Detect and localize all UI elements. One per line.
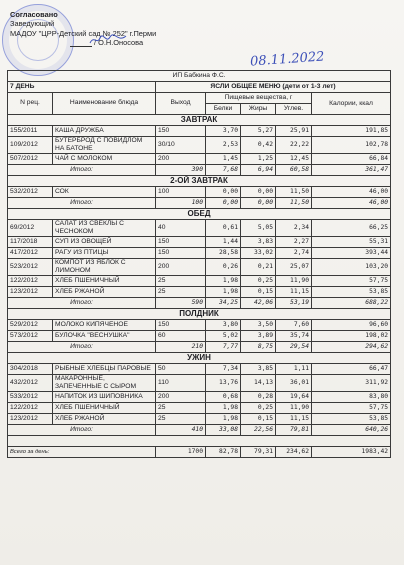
grand-total-label: Всего за день: [8, 447, 156, 458]
subtotal-row [8, 165, 391, 176]
portion-output: 110 [156, 375, 206, 392]
fat-value: 3,89 [241, 331, 276, 342]
grand-total-calories: 1983,42 [312, 447, 391, 458]
calories-value: 83,80 [312, 392, 391, 403]
carbs-value: 12,45 [276, 154, 312, 165]
subtotal-fat: 6,94 [241, 165, 276, 176]
fat-value: 0,25 [241, 403, 276, 414]
protein-value: 1,98 [206, 414, 241, 425]
fat-value: 14,13 [241, 375, 276, 392]
recipe-number: 432/2012 [8, 375, 53, 392]
section-title: УЖИН [8, 353, 391, 364]
section-title: 2-ОЙ ЗАВТРАК [8, 176, 391, 187]
dish-name: СОК [53, 187, 156, 198]
section-title: ЗАВТРАК [8, 115, 391, 126]
approval-title: Согласовано [10, 10, 58, 19]
menu-table-body [8, 71, 391, 458]
portion-output: 150 [156, 126, 206, 137]
menu-item-row [8, 287, 391, 298]
carbs-value: 22,22 [276, 137, 312, 154]
subtotal-row [8, 198, 391, 209]
portion-output: 25 [156, 403, 206, 414]
protein-value: 13,76 [206, 375, 241, 392]
calories-value: 66,47 [312, 364, 391, 375]
fat-value: 0,00 [241, 187, 276, 198]
dish-name: КАША ДРУЖБА [53, 126, 156, 137]
portion-output: 150 [156, 320, 206, 331]
subtotal-carbs: 53,19 [276, 298, 312, 309]
approval-block [10, 10, 156, 47]
protein-value: 7,34 [206, 364, 241, 375]
calories-value: 57,75 [312, 403, 391, 414]
protein-value: 3,70 [206, 126, 241, 137]
recipe-number: 304/2018 [8, 364, 53, 375]
handwritten-signature [88, 33, 128, 47]
portion-output: 100 [156, 187, 206, 198]
portion-output: 25 [156, 287, 206, 298]
portion-output: 25 [156, 276, 206, 287]
menu-item-row [8, 248, 391, 259]
dish-name: РАГУ ИЗ ПТИЦЫ [53, 248, 156, 259]
portion-output: 25 [156, 414, 206, 425]
calories-value: 102,78 [312, 137, 391, 154]
title-row [8, 82, 391, 93]
calories-value: 393,44 [312, 248, 391, 259]
menu-item-row [8, 137, 391, 154]
dish-name: БУЛОЧКА "ВЕСНУШКА" [53, 331, 156, 342]
dish-name: ЧАЙ С МОЛОКОМ [53, 154, 156, 165]
recipe-number: 122/2012 [8, 403, 53, 414]
protein-value: 5,02 [206, 331, 241, 342]
fat-value: 0,28 [241, 392, 276, 403]
protein-value: 1,98 [206, 403, 241, 414]
subtotal-output: 390 [156, 165, 206, 176]
dish-name: КОМПОТ ИЗ ЯБЛОК С ЛИМОНОМ [53, 259, 156, 276]
protein-value: 28,58 [206, 248, 241, 259]
calories-value: 96,60 [312, 320, 391, 331]
menu-item-row [8, 220, 391, 237]
portion-output: 200 [156, 259, 206, 276]
recipe-number: 123/2012 [8, 414, 53, 425]
subtotal-fat: 22,56 [241, 425, 276, 436]
menu-item-row [8, 259, 391, 276]
header-calories: Калории, ккал [312, 93, 391, 115]
menu-table [7, 70, 391, 458]
calories-value: 53,85 [312, 414, 391, 425]
portion-output: 50 [156, 364, 206, 375]
header-fat: Жиры [241, 104, 276, 115]
calories-value: 198,02 [312, 331, 391, 342]
fat-value: 33,02 [241, 248, 276, 259]
recipe-number: 532/2012 [8, 187, 53, 198]
menu-item-row [8, 126, 391, 137]
org-name: ИП Бабкина Ф.С. [8, 71, 391, 82]
approval-signatory [10, 38, 156, 47]
subtotal-output: 410 [156, 425, 206, 436]
carbs-value: 11,90 [276, 403, 312, 414]
portion-output: 30/10 [156, 137, 206, 154]
subtotal-protein: 7,68 [206, 165, 241, 176]
carbs-value: 25,07 [276, 259, 312, 276]
subtotal-label: Итого: [8, 165, 156, 176]
recipe-number: 533/2012 [8, 392, 53, 403]
carbs-value: 2,27 [276, 237, 312, 248]
fat-value: 0,15 [241, 414, 276, 425]
subtotal-calories: 688,22 [312, 298, 391, 309]
menu-item-row [8, 331, 391, 342]
recipe-number: 523/2012 [8, 259, 53, 276]
portion-output: 40 [156, 220, 206, 237]
subtotal-fat: 42,06 [241, 298, 276, 309]
dish-name: МОЛОКО КИПЯЧЕНОЕ [53, 320, 156, 331]
recipe-number: 117/2018 [8, 237, 53, 248]
section-title: ОБЕД [8, 209, 391, 220]
day-label: 7 ДЕНЬ [8, 82, 156, 93]
header-output: Выход [156, 93, 206, 115]
section-row [8, 115, 391, 126]
fat-value: 0,42 [241, 137, 276, 154]
header-recipe: N рец. [8, 93, 53, 115]
dish-name: БУТЕРБРОД С ПОВИДЛОМ НА БАТОНЕ [53, 137, 156, 154]
recipe-number: 507/2012 [8, 154, 53, 165]
subtotal-output: 100 [156, 198, 206, 209]
subtotal-calories: 46,00 [312, 198, 391, 209]
subtotal-fat: 0,00 [241, 198, 276, 209]
fat-value: 0,25 [241, 276, 276, 287]
carbs-value: 11,15 [276, 414, 312, 425]
carbs-value: 2,74 [276, 248, 312, 259]
portion-output: 200 [156, 392, 206, 403]
subtotal-row [8, 298, 391, 309]
calories-value: 66,25 [312, 220, 391, 237]
protein-value: 1,98 [206, 287, 241, 298]
subtotal-label: Итого: [8, 342, 156, 353]
subtotal-carbs: 79,81 [276, 425, 312, 436]
subtotal-row [8, 425, 391, 436]
carbs-value: 2,34 [276, 220, 312, 237]
menu-item-row [8, 364, 391, 375]
section-row [8, 209, 391, 220]
protein-value: 2,53 [206, 137, 241, 154]
carbs-value: 35,74 [276, 331, 312, 342]
protein-value: 1,44 [206, 237, 241, 248]
dish-name: ХЛЕБ ПШЕНИЧНЫЙ [53, 276, 156, 287]
menu-item-row [8, 320, 391, 331]
recipe-number: 122/2012 [8, 276, 53, 287]
dish-name: ХЛЕБ РЖАНОЙ [53, 414, 156, 425]
dish-name: НАПИТОК ИЗ ШИПОВНИКА [53, 392, 156, 403]
subtotal-carbs: 60,58 [276, 165, 312, 176]
subtotal-label: Итого: [8, 298, 156, 309]
calories-value: 53,85 [312, 287, 391, 298]
section-row [8, 353, 391, 364]
portion-output: 200 [156, 154, 206, 165]
fat-value: 3,83 [241, 237, 276, 248]
menu-item-row [8, 392, 391, 403]
subtotal-protein: 33,08 [206, 425, 241, 436]
menu-item-row [8, 403, 391, 414]
header-protein: Белки [206, 104, 241, 115]
menu-item-row [8, 187, 391, 198]
subtotal-fat: 8,75 [241, 342, 276, 353]
protein-value: 3,80 [206, 320, 241, 331]
protein-value: 0,68 [206, 392, 241, 403]
dish-name: МАКАРОННЫЕ, ЗАПЕЧЕННЫЕ С СЫРОМ [53, 375, 156, 392]
calories-value: 57,75 [312, 276, 391, 287]
menu-item-row [8, 154, 391, 165]
portion-output: 150 [156, 237, 206, 248]
spacer-cell [8, 436, 391, 447]
calories-value: 191,85 [312, 126, 391, 137]
header-dish: Наименование блюда [53, 93, 156, 115]
calories-value: 311,92 [312, 375, 391, 392]
subtotal-protein: 7,77 [206, 342, 241, 353]
grand-total-row [8, 447, 391, 458]
carbs-value: 25,91 [276, 126, 312, 137]
subtotal-calories: 361,47 [312, 165, 391, 176]
header-nutrients: Пищевые вещества, г [206, 93, 312, 104]
menu-title: ЯСЛИ ОБЩЕЕ МЕНЮ (дети от 1-3 лет) [156, 82, 391, 93]
calories-value: 55,31 [312, 237, 391, 248]
fat-value: 1,25 [241, 154, 276, 165]
menu-item-row [8, 237, 391, 248]
grand-total-carbs: 234,62 [276, 447, 312, 458]
subtotal-carbs: 11,50 [276, 198, 312, 209]
approval-organization: МАДОУ "ЦРР-Детский сад № 252" г.Перми [10, 28, 157, 38]
fat-value: 0,15 [241, 287, 276, 298]
recipe-number: 417/2012 [8, 248, 53, 259]
carbs-value: 36,01 [276, 375, 312, 392]
menu-item-row [8, 276, 391, 287]
section-title: ПОЛДНИК [8, 309, 391, 320]
subtotal-calories: 294,62 [312, 342, 391, 353]
carbs-value: 11,50 [276, 187, 312, 198]
recipe-number: 529/2012 [8, 320, 53, 331]
subtotal-carbs: 29,54 [276, 342, 312, 353]
dish-name: СУП ИЗ ОВОЩЕЙ [53, 237, 156, 248]
protein-value: 0,00 [206, 187, 241, 198]
dish-name: ХЛЕБ ПШЕНИЧНЫЙ [53, 403, 156, 414]
recipe-number: 69/2012 [8, 220, 53, 237]
carbs-value: 19,64 [276, 392, 312, 403]
grand-total-protein: 82,78 [206, 447, 241, 458]
portion-output: 60 [156, 331, 206, 342]
protein-value: 1,45 [206, 154, 241, 165]
dish-name: САЛАТ ИЗ СВЕКЛЫ С ЧЕСНОКОМ [53, 220, 156, 237]
calories-value: 46,00 [312, 187, 391, 198]
protein-value: 0,61 [206, 220, 241, 237]
fat-value: 5,27 [241, 126, 276, 137]
grand-total-fat: 79,31 [241, 447, 276, 458]
section-row [8, 176, 391, 187]
portion-output: 150 [156, 248, 206, 259]
fat-value: 0,21 [241, 259, 276, 276]
carbs-value: 11,15 [276, 287, 312, 298]
header-row [8, 93, 391, 104]
subtotal-output: 590 [156, 298, 206, 309]
calories-value: 103,20 [312, 259, 391, 276]
subtotal-output: 210 [156, 342, 206, 353]
dish-name: РЫБНЫЕ ХЛЕБЦЫ ПАРОВЫЕ [53, 364, 156, 375]
header-carbs: Углев. [276, 104, 312, 115]
carbs-value: 1,11 [276, 364, 312, 375]
subtotal-protein: 0,00 [206, 198, 241, 209]
recipe-number: 109/2012 [8, 137, 53, 154]
recipe-number: 155/2011 [8, 126, 53, 137]
recipe-number: 573/2012 [8, 331, 53, 342]
calories-value: 66,84 [312, 154, 391, 165]
protein-value: 0,26 [206, 259, 241, 276]
carbs-value: 7,60 [276, 320, 312, 331]
fat-value: 3,50 [241, 320, 276, 331]
spacer-row [8, 436, 391, 447]
subtotal-calories: 640,26 [312, 425, 391, 436]
fat-value: 5,05 [241, 220, 276, 237]
subtotal-row [8, 342, 391, 353]
protein-value: 1,98 [206, 276, 241, 287]
approval-signatory-name: / О.Н.Оносова [94, 37, 144, 47]
subtotal-label: Итого: [8, 198, 156, 209]
handwritten-date: 08.11.2022 [249, 49, 325, 70]
org-row [8, 71, 391, 82]
subtotal-label: Итого: [8, 425, 156, 436]
approval-position: Заведующий [10, 19, 55, 29]
dish-name: ХЛЕБ РЖАНОЙ [53, 287, 156, 298]
subtotal-protein: 34,25 [206, 298, 241, 309]
fat-value: 3,85 [241, 364, 276, 375]
menu-item-row [8, 414, 391, 425]
grand-total-output: 1700 [156, 447, 206, 458]
carbs-value: 11,90 [276, 276, 312, 287]
recipe-number: 123/2012 [8, 287, 53, 298]
section-row [8, 309, 391, 320]
menu-item-row [8, 375, 391, 392]
